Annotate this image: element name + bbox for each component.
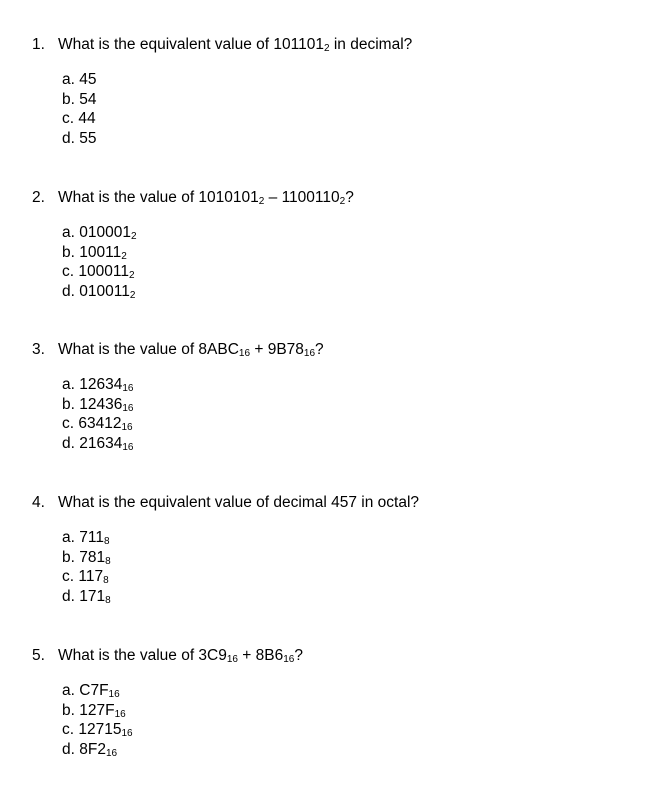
choice-list: [62, 70, 97, 148]
question-prefix: What is the value of 1010101: [58, 189, 259, 206]
base-subscript: 16: [105, 747, 118, 759]
question-suffix: ?: [294, 647, 303, 664]
choice-b: [62, 701, 133, 721]
choice-value: 10011: [79, 243, 122, 261]
choice-letter: d.: [62, 740, 75, 758]
base-subscript: 2: [128, 270, 135, 281]
question-text: [32, 493, 419, 513]
base-subscript: 2: [129, 289, 136, 301]
question-text: [32, 646, 303, 666]
choice-value: 8F2: [79, 740, 106, 758]
question-prefix: What is the equivalent value of decimal 457 in octal?: [58, 494, 420, 511]
choice-a: [62, 528, 111, 548]
choice-letter: c.: [62, 415, 75, 432]
base-subscript: 8: [105, 555, 111, 567]
choice-letter: b.: [62, 90, 75, 108]
choice-value: 21634: [79, 434, 123, 452]
choice-list: [62, 681, 133, 759]
choice-d: [62, 740, 133, 760]
choice-letter: d.: [62, 434, 75, 452]
base-subscript: 16: [122, 383, 134, 394]
choice-letter: a.: [62, 224, 75, 241]
question-number: 5.: [32, 647, 45, 664]
base-subscript: 2: [339, 196, 346, 207]
choice-value: 010001: [79, 224, 131, 241]
base-subscript: 2: [130, 231, 137, 242]
question-number: 4.: [32, 494, 45, 511]
choice-c: [62, 414, 133, 434]
choice-value: 45: [79, 71, 97, 88]
question-mid: + 8B6: [238, 647, 284, 664]
choice-letter: b.: [62, 395, 75, 413]
choice-value: 781: [79, 548, 106, 566]
choice-letter: c.: [62, 568, 75, 585]
choice-value: 63412: [78, 415, 122, 432]
question-prefix: What is the value of 3C9: [58, 647, 227, 664]
choice-value: 55: [79, 129, 97, 147]
choice-letter: a.: [62, 71, 75, 88]
choice-letter: b.: [62, 243, 75, 261]
choice-value: 117: [78, 568, 104, 585]
choice-letter: d.: [62, 282, 75, 300]
choice-a: [62, 375, 133, 395]
base-subscript: 16: [121, 422, 133, 433]
base-subscript: 16: [226, 654, 238, 665]
choice-value: 171: [79, 587, 106, 605]
choice-a: [62, 223, 137, 243]
base-subscript: 8: [105, 594, 111, 606]
base-subscript: 16: [122, 441, 134, 453]
choice-value: 12634: [79, 376, 123, 393]
choice-value: 44: [78, 110, 96, 127]
question-suffix: ?: [345, 189, 354, 206]
choice-b: [62, 90, 97, 110]
question-number: 3.: [32, 341, 45, 358]
base-subscript: 2: [258, 196, 265, 207]
choice-value: C7F: [79, 682, 109, 699]
choice-d: [62, 282, 137, 302]
choice-b: [62, 243, 137, 263]
choice-d: [62, 434, 133, 454]
choice-value: 12436: [79, 395, 123, 413]
question-number: 1.: [32, 36, 45, 53]
choice-c: [62, 720, 133, 740]
base-subscript: 16: [114, 708, 126, 720]
base-subscript: 16: [108, 689, 120, 700]
question-prefix: What is the value of 8ABC: [58, 341, 239, 358]
question-text: [32, 35, 412, 55]
question-suffix: ?: [315, 341, 324, 358]
choice-b: [62, 395, 133, 415]
question-mid: in decimal?: [329, 36, 413, 53]
choice-letter: a.: [62, 682, 75, 699]
choice-letter: b.: [62, 701, 75, 719]
choice-letter: b.: [62, 548, 75, 566]
choice-list: [62, 528, 111, 606]
choice-letter: c.: [62, 263, 75, 280]
choice-d: [62, 129, 97, 149]
choice-a: [62, 681, 133, 701]
base-subscript: 8: [103, 575, 109, 586]
choice-c: [62, 109, 97, 129]
choice-d: [62, 587, 111, 607]
question-text: [32, 340, 324, 360]
choice-value: 010011: [79, 282, 130, 300]
base-subscript: 16: [238, 348, 251, 359]
base-subscript: 16: [122, 402, 134, 414]
question-prefix: What is the equivalent value of 101101: [58, 36, 324, 53]
choice-letter: c.: [62, 721, 75, 738]
choice-value: 100011: [78, 263, 129, 280]
base-subscript: 16: [283, 654, 295, 665]
choice-letter: d.: [62, 129, 75, 147]
choice-letter: a.: [62, 376, 75, 393]
base-subscript: 8: [103, 536, 110, 547]
choice-letter: d.: [62, 587, 75, 605]
base-subscript: 2: [121, 250, 127, 262]
choice-letter: a.: [62, 529, 75, 546]
base-subscript: 16: [303, 348, 316, 359]
question-mid: – 1100110: [264, 189, 340, 206]
base-subscript: 16: [121, 728, 133, 739]
question-number: 2.: [32, 189, 45, 206]
choice-value: 127F: [79, 701, 115, 719]
choice-value: 54: [79, 90, 97, 108]
choice-value: 711: [79, 529, 104, 546]
choice-a: [62, 70, 97, 90]
choice-c: [62, 567, 111, 587]
choice-b: [62, 548, 111, 568]
choice-value: 12715: [78, 721, 122, 738]
choice-letter: c.: [62, 110, 75, 127]
choice-list: [62, 223, 137, 301]
question-mid: + 9B78: [250, 341, 304, 358]
question-text: [32, 188, 354, 208]
choice-list: [62, 375, 133, 453]
base-subscript: 2: [323, 43, 330, 54]
choice-c: [62, 262, 137, 282]
